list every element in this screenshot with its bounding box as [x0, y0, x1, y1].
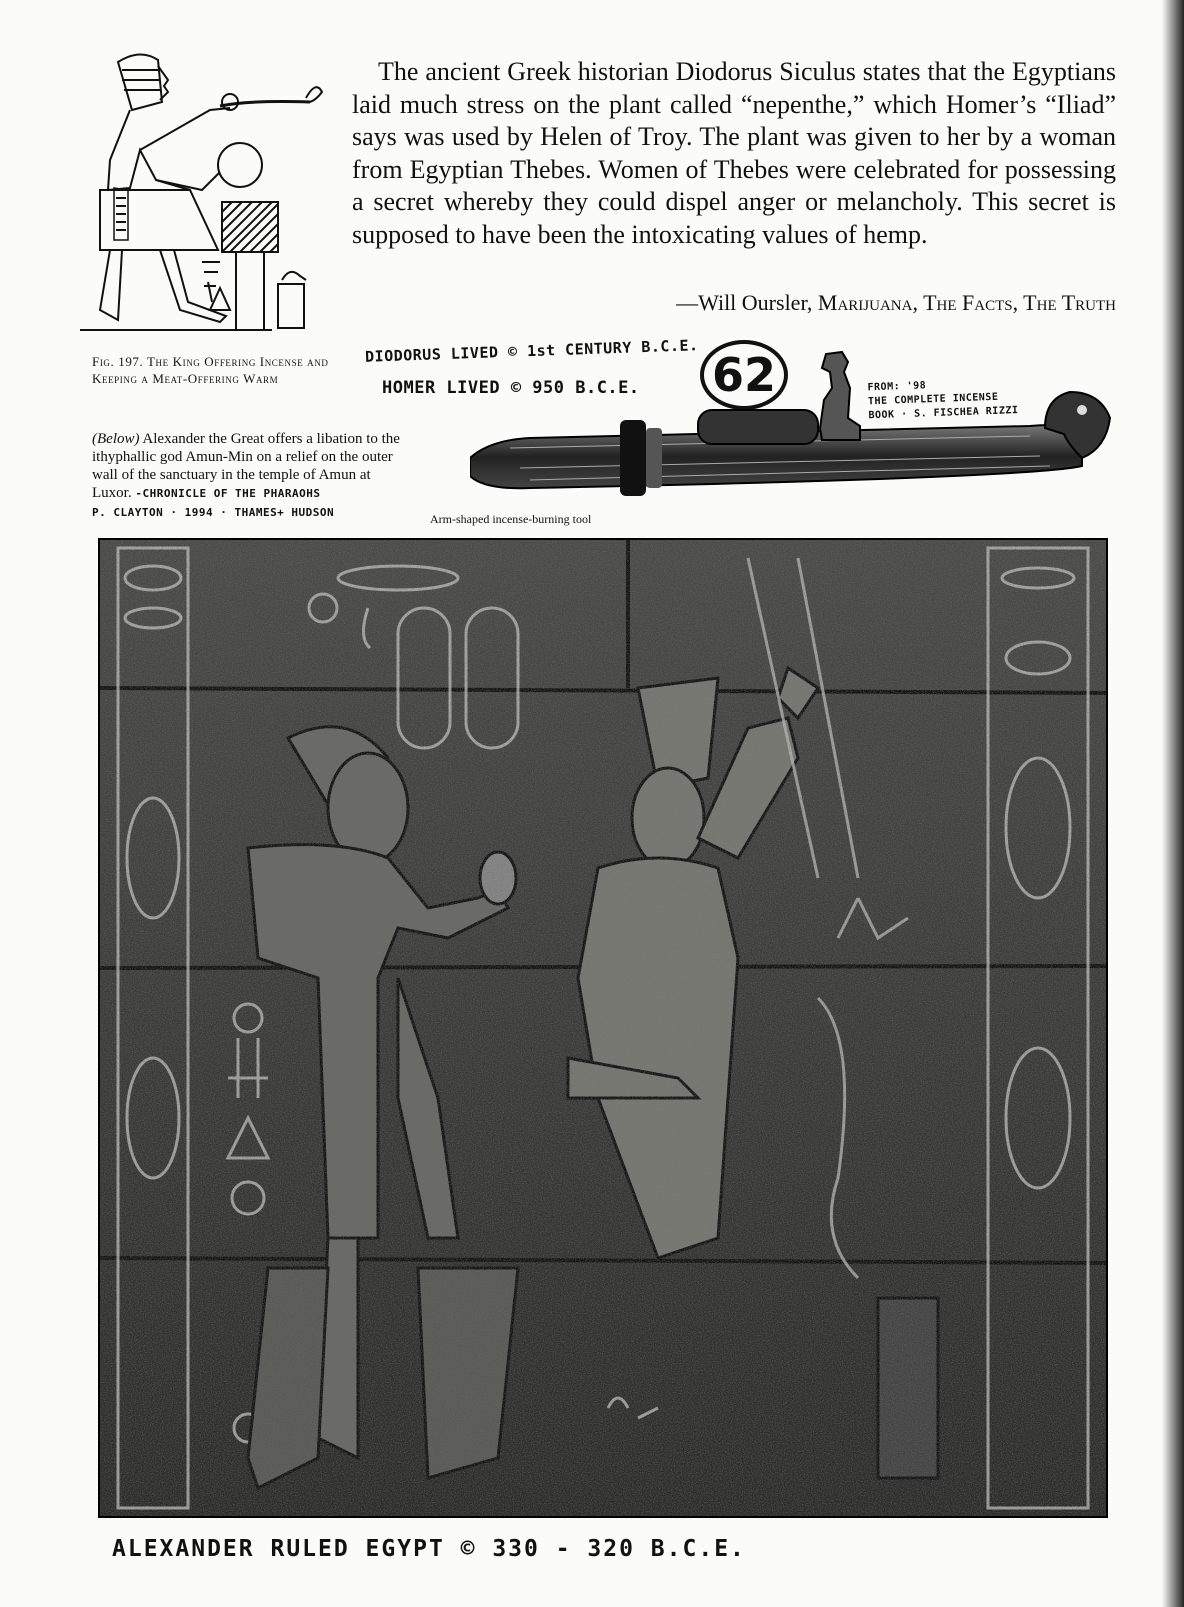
note-homer: HOMER LIVED © 950 B.C.E. [382, 378, 640, 398]
relief-caption [92, 430, 407, 522]
attribution-author: —Will Oursler, [676, 290, 818, 315]
figure-caption [92, 353, 352, 387]
incense-tool-image [470, 348, 1120, 508]
quote-attribution [676, 290, 1116, 316]
figure-caption-text: The King Offering Incense and Keeping a Meat-Offering Warm [92, 354, 329, 386]
bottom-handwritten-note: ALEXANDER RULED EGYPT © 330 - 320 B.C.E. [112, 1536, 746, 1562]
note-source-line-1: FROM: '98 [867, 380, 927, 394]
quote-paragraph: The ancient Greek historian Diodorus Siculus states that the Egyptians laid much stress on the plant called “nepenthe,” which Homer’s “Iliad” says was used by Helen of Troy. The plant was given to her by a woman from Egyptian Thebes. Women of Thebes were celebrated for possessing a secret whereby they could dispel anger or melancholy. This secret is supposed to have been the intoxicating values of hemp. [352, 57, 1116, 249]
note-diodorus: DIODORUS LIVED © 1st CENTURY B.C.E. [364, 336, 699, 366]
relief-caption-handwritten-2: P. CLAYTON · 1994 · THAMES+ HUDSON [92, 506, 335, 519]
relief-caption-handwritten-1: -CHRONICLE OF THE PHARAOHS [135, 487, 321, 500]
scan-edge-shadow [1162, 0, 1184, 1607]
figure-number: Fig. 197. [92, 354, 144, 369]
circled-page-number: 62 [700, 340, 788, 410]
note-source-line-3: BOOK · S. FISCHEA RIZZI [868, 405, 1019, 422]
incense-tool-caption: Arm-shaped incense-burning tool [430, 512, 592, 526]
attribution-title: Marijuana, The Facts, The Truth [817, 290, 1116, 315]
relief-caption-text: Alexander the Great offers a libation to the ithyphallic god Amun-Min on a relief on the outer wall of the sanctuary in the temple of Amun at Luxor. [92, 431, 400, 501]
relief-caption-lead: (Below) [92, 431, 140, 447]
luxor-relief-photo [98, 538, 1108, 1518]
king-offering-illustration [70, 40, 360, 350]
note-source-line-2: THE COMPLETE INCENSE [867, 391, 999, 408]
